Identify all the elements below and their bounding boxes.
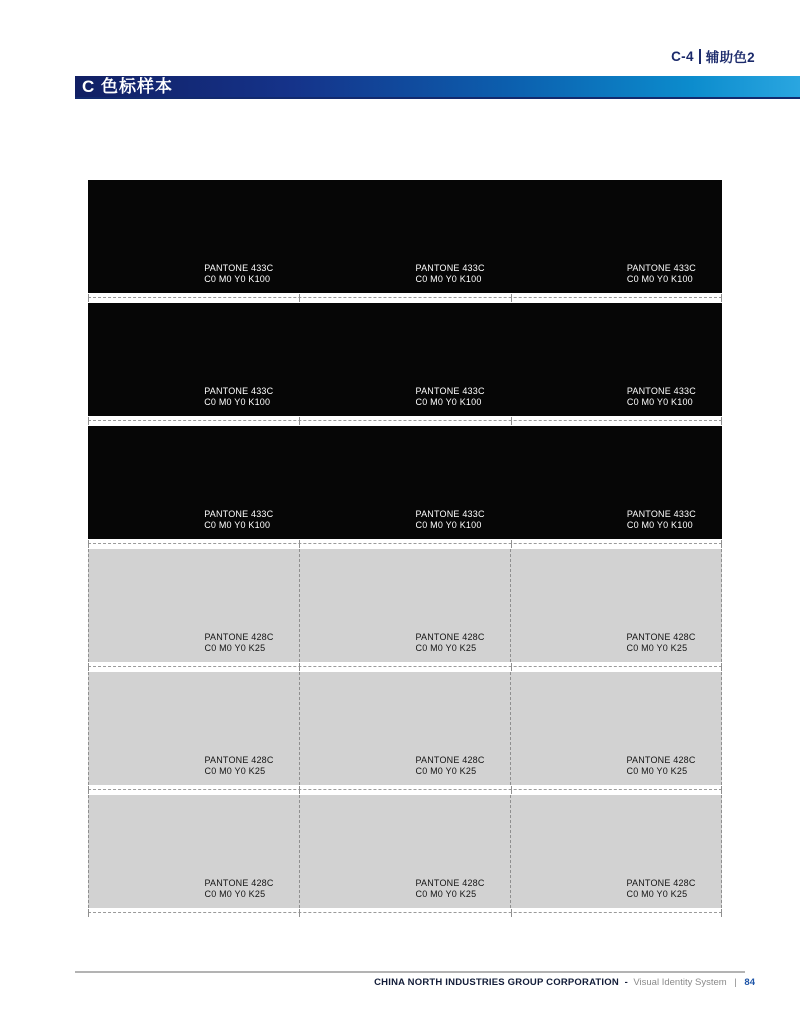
swatch-pantone: PANTONE 433C xyxy=(415,386,485,396)
swatch-label xyxy=(627,263,696,285)
cut-tick xyxy=(88,786,89,794)
swatch-cmyk: C0 M0 Y0 K25 xyxy=(415,766,477,776)
footer-divider: | xyxy=(734,977,737,988)
cut-line xyxy=(88,543,722,544)
swatch-pantone: PANTONE 428C xyxy=(626,632,696,642)
swatch-cell xyxy=(88,303,299,416)
swatch-cell xyxy=(510,549,721,662)
swatch-cell xyxy=(88,180,299,293)
swatch-cmyk: C0 M0 Y0 K100 xyxy=(415,274,482,284)
swatch-label xyxy=(416,263,485,285)
cut-tick xyxy=(721,417,722,425)
footer-separator: - xyxy=(624,977,628,988)
cut-tick xyxy=(88,663,89,671)
swatch-pantone: PANTONE 433C xyxy=(415,509,485,519)
swatch-pantone: PANTONE 433C xyxy=(626,386,696,396)
swatch-label xyxy=(627,509,696,531)
cut-line xyxy=(88,912,722,913)
cut-tick xyxy=(721,294,722,302)
swatch-label xyxy=(204,263,273,285)
cut-line xyxy=(88,789,722,790)
swatch-cell xyxy=(299,795,510,908)
swatch-row-black-2 xyxy=(88,303,722,416)
swatch-cell xyxy=(299,180,510,293)
swatch-cell xyxy=(299,672,510,785)
swatch-cmyk: C0 M0 Y0 K25 xyxy=(204,643,266,653)
cut-line xyxy=(88,297,722,298)
swatch-cell xyxy=(89,672,299,785)
swatch-cmyk: C0 M0 Y0 K100 xyxy=(415,397,482,407)
cut-tick xyxy=(511,417,512,425)
swatch-label xyxy=(205,878,274,900)
swatch-cmyk: C0 M0 Y0 K100 xyxy=(626,274,693,284)
swatch-cmyk: C0 M0 Y0 K25 xyxy=(626,889,688,899)
footer-rule xyxy=(75,971,745,973)
swatch-label xyxy=(416,632,485,654)
swatch-pantone: PANTONE 433C xyxy=(415,263,485,273)
cut-line xyxy=(88,666,722,667)
swatch-cmyk: C0 M0 Y0 K25 xyxy=(415,889,477,899)
cut-tick xyxy=(511,786,512,794)
cut-tick xyxy=(511,909,512,917)
swatch-label xyxy=(416,386,485,408)
swatch-pantone: PANTONE 428C xyxy=(415,632,485,642)
swatch-cell xyxy=(511,180,722,293)
swatch-row-black-1 xyxy=(88,180,722,293)
cut-tick xyxy=(511,540,512,548)
swatch-cell xyxy=(510,672,721,785)
swatch-pantone: PANTONE 433C xyxy=(204,386,274,396)
swatch-cmyk: C0 M0 Y0 K100 xyxy=(204,520,271,530)
swatch-label xyxy=(416,509,485,531)
swatch-label xyxy=(627,755,696,777)
swatch-pantone: PANTONE 428C xyxy=(204,632,274,642)
swatch-cell xyxy=(511,426,722,539)
swatch-row-gray-3 xyxy=(88,795,722,908)
swatch-cmyk: C0 M0 Y0 K100 xyxy=(204,274,271,284)
cut-tick xyxy=(721,540,722,548)
swatch-label xyxy=(627,878,696,900)
swatch-label xyxy=(416,755,485,777)
swatch-pantone: PANTONE 433C xyxy=(204,263,274,273)
swatch-label xyxy=(205,632,274,654)
swatch-cmyk: C0 M0 Y0 K25 xyxy=(415,643,477,653)
swatch-cell xyxy=(88,426,299,539)
swatch-row-black-3 xyxy=(88,426,722,539)
swatch-label xyxy=(204,386,273,408)
swatch-pantone: PANTONE 433C xyxy=(626,263,696,273)
cut-tick xyxy=(299,417,300,425)
swatch-cell xyxy=(511,303,722,416)
section-name: 辅助色2 xyxy=(705,50,755,65)
cut-tick xyxy=(721,663,722,671)
swatch-cmyk: C0 M0 Y0 K25 xyxy=(204,766,266,776)
swatch-pantone: PANTONE 428C xyxy=(204,755,274,765)
swatch-cmyk: C0 M0 Y0 K25 xyxy=(626,766,688,776)
swatch-pantone: PANTONE 428C xyxy=(626,755,696,765)
cut-tick xyxy=(721,909,722,917)
cut-tick xyxy=(88,417,89,425)
separator-bar xyxy=(699,49,701,64)
page-code-text: C-4 xyxy=(671,48,694,64)
cut-tick xyxy=(299,663,300,671)
swatch-label xyxy=(205,755,274,777)
swatch-cmyk: C0 M0 Y0 K25 xyxy=(204,889,266,899)
swatch-cell xyxy=(299,303,510,416)
swatch-label xyxy=(416,878,485,900)
cut-tick xyxy=(299,909,300,917)
footer-page-number: 84 xyxy=(744,977,755,988)
swatch-cmyk: C0 M0 Y0 K25 xyxy=(626,643,688,653)
swatch-cell xyxy=(299,426,510,539)
footer-company: CHINA NORTH INDUSTRIES GROUP CORPORATION xyxy=(374,977,619,988)
swatch-cell xyxy=(510,795,721,908)
swatch-cell xyxy=(89,549,299,662)
swatch-label xyxy=(627,386,696,408)
swatch-pantone: PANTONE 433C xyxy=(626,509,696,519)
cut-tick xyxy=(511,663,512,671)
swatch-cmyk: C0 M0 Y0 K100 xyxy=(626,520,693,530)
swatch-cmyk: C0 M0 Y0 K100 xyxy=(626,397,693,407)
swatch-pantone: PANTONE 433C xyxy=(204,509,274,519)
color-swatch-grid xyxy=(88,180,722,918)
swatch-pantone: PANTONE 428C xyxy=(415,755,485,765)
cut-tick xyxy=(511,294,512,302)
swatch-label xyxy=(204,509,273,531)
cut-tick xyxy=(88,540,89,548)
page-code xyxy=(671,46,755,66)
swatch-cell xyxy=(299,549,510,662)
swatch-pantone: PANTONE 428C xyxy=(204,878,274,888)
swatch-label xyxy=(627,632,696,654)
section-title: C 色标样本 xyxy=(82,77,173,96)
cut-tick xyxy=(299,786,300,794)
swatch-cmyk: C0 M0 Y0 K100 xyxy=(415,520,482,530)
swatch-pantone: PANTONE 428C xyxy=(626,878,696,888)
cut-tick xyxy=(88,909,89,917)
swatch-cmyk: C0 M0 Y0 K100 xyxy=(204,397,271,407)
cut-tick xyxy=(299,540,300,548)
cut-line xyxy=(88,420,722,421)
cut-tick xyxy=(299,294,300,302)
swatch-row-gray-2 xyxy=(88,672,722,785)
swatch-row-gray-1 xyxy=(88,549,722,662)
swatch-pantone: PANTONE 428C xyxy=(415,878,485,888)
cut-tick xyxy=(88,294,89,302)
footer xyxy=(374,977,755,988)
footer-system-label: Visual Identity System xyxy=(633,977,727,988)
cut-tick xyxy=(721,786,722,794)
section-header-bar xyxy=(75,76,800,99)
swatch-cell xyxy=(89,795,299,908)
